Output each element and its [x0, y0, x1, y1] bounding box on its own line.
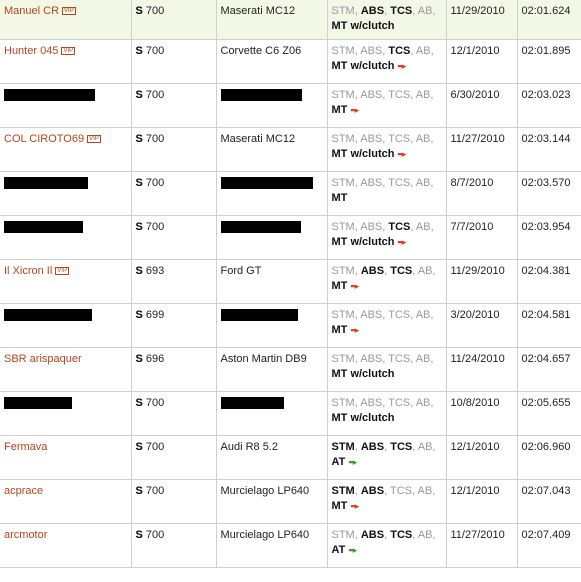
date-cell: 11/24/2010	[446, 347, 517, 391]
aid-ab: AB	[415, 176, 431, 189]
aid-tcs: TCS	[388, 396, 411, 409]
car-cell	[216, 391, 327, 435]
table-row	[0, 127, 581, 171]
performance-cell	[131, 259, 216, 303]
expand-arrow-icon[interactable]: ▪▪▸	[397, 60, 406, 71]
driving-aids-cell: STM, ABS, TCS, AB, MT w/clutch	[327, 347, 446, 391]
driving-aids-cell: STM, ABS, TCS, AB, MT w/clutch ▪▪▸	[327, 215, 446, 259]
driving-aids-cell: STM, ABS, TCS, AB, MT w/clutch ▪▪▸	[327, 127, 446, 171]
performance-cell	[131, 171, 216, 215]
redacted-car-name	[221, 89, 302, 101]
vip-badge: VIP	[57, 267, 67, 274]
redacted-driver-name	[4, 221, 83, 233]
car-name: Aston Martin DB9	[220, 352, 307, 365]
driver-cell	[0, 523, 131, 567]
class-letter: S	[135, 44, 143, 57]
performance-cell	[131, 127, 216, 171]
class-letter: S	[135, 396, 143, 409]
aid-stm: STM	[331, 484, 355, 497]
performance-cell	[131, 39, 216, 83]
redacted-driver-name	[4, 89, 95, 101]
transmission-label: MT w/clutch	[331, 59, 395, 72]
table-row	[0, 479, 581, 523]
aid-abs: ABS	[360, 440, 385, 453]
lap-time-cell: 02:04.581	[517, 303, 581, 347]
aid-ab: AB	[415, 308, 431, 321]
transmission-label: MT	[331, 499, 348, 512]
aid-ab: AB	[417, 264, 433, 277]
table-row	[0, 171, 581, 215]
driving-aids-cell: STM, ABS, TCS, AB, MT w/clutch	[327, 391, 446, 435]
car-cell	[216, 127, 327, 171]
driver-cell	[0, 259, 131, 303]
lap-time-cell: 02:06.960	[517, 435, 581, 479]
aid-abs: ABS	[360, 176, 383, 189]
aid-ab: AB	[417, 440, 433, 453]
driver-cell	[0, 303, 131, 347]
car-cell	[216, 83, 327, 127]
car-cell	[216, 479, 327, 523]
car-cell	[216, 523, 327, 567]
expand-arrow-icon[interactable]: ▪▪▸	[350, 500, 359, 511]
performance-cell	[131, 523, 216, 567]
pp-value: 700	[145, 528, 165, 541]
transmission-label: AT	[331, 543, 346, 556]
transmission-label: MT w/clutch	[331, 235, 395, 248]
class-letter: S	[135, 308, 143, 321]
aid-abs: ABS	[360, 88, 383, 101]
car-cell	[216, 39, 327, 83]
aid-stm: STM	[331, 440, 355, 453]
aid-stm: STM	[331, 528, 355, 541]
aid-tcs: TCS	[388, 308, 411, 321]
aid-abs: ABS	[360, 352, 383, 365]
lap-time-cell: 02:01.624	[517, 0, 581, 39]
aid-tcs: TCS	[390, 264, 413, 277]
aid-abs: ABS	[360, 132, 383, 145]
date-cell: 8/7/2010	[446, 171, 517, 215]
lap-time-cell: 02:07.409	[517, 523, 581, 567]
driver-name-link[interactable]: Manuel CR	[4, 5, 60, 17]
driver-name-link[interactable]: acprace	[4, 484, 44, 497]
aid-ab: AB	[417, 484, 433, 497]
aid-tcs: TCS	[388, 88, 411, 101]
redacted-car-name	[221, 397, 284, 409]
class-letter: S	[135, 220, 143, 233]
class-letter: S	[135, 484, 143, 497]
date-cell: 7/7/2010	[446, 215, 517, 259]
driver-name-link[interactable]: Il Xicron Il	[4, 264, 53, 277]
lap-time-cell: 02:03.954	[517, 215, 581, 259]
transmission-label: MT w/clutch	[331, 20, 395, 32]
aid-stm: STM	[331, 132, 355, 145]
aid-stm: STM	[331, 220, 355, 233]
class-letter: S	[135, 176, 143, 189]
pp-value: 699	[145, 308, 165, 321]
class-letter: S	[135, 88, 143, 101]
aid-ab: AB	[415, 132, 431, 145]
pp-value: 696	[145, 352, 165, 365]
lap-time-cell: 02:03.023	[517, 83, 581, 127]
aid-tcs: TCS	[388, 220, 411, 233]
performance-cell	[131, 0, 216, 39]
redacted-car-name	[221, 309, 298, 321]
car-cell	[216, 303, 327, 347]
car-name: Audi R8 5.2	[220, 440, 278, 453]
aid-stm: STM	[331, 5, 355, 17]
table-row	[0, 0, 581, 39]
aid-abs: ABS	[360, 396, 383, 409]
aid-abs: ABS	[360, 264, 385, 277]
driving-aids-cell: STM, ABS, TCS, AB, MT ▪▪▸	[327, 303, 446, 347]
lap-time-cell: 02:07.043	[517, 479, 581, 523]
car-cell	[216, 435, 327, 479]
pp-value: 700	[145, 396, 165, 409]
car-name: Corvette C6 Z06	[220, 44, 302, 57]
class-letter: S	[135, 132, 143, 145]
vip-badge: VIP	[64, 8, 74, 14]
aid-ab: AB	[415, 88, 431, 101]
pp-value: 700	[145, 484, 165, 497]
driving-aids-cell: STM, ABS, TCS, AB, AT ▪▪▸	[327, 435, 446, 479]
table-row	[0, 347, 581, 391]
aid-tcs: TCS	[390, 528, 413, 541]
driving-aids-cell: STM, ABS, TCS, AB, MT ▪▪▸	[327, 259, 446, 303]
aid-ab: AB	[415, 44, 431, 57]
driving-aids-cell: STM, ABS, TCS, AB, AT ▪▪▸	[327, 523, 446, 567]
aid-abs: ABS	[360, 44, 383, 57]
pp-value: 700	[145, 5, 165, 17]
redacted-driver-name	[4, 177, 88, 189]
date-cell: 10/8/2010	[446, 391, 517, 435]
lap-time-cell: 02:03.570	[517, 171, 581, 215]
transmission-label: MT w/clutch	[331, 367, 395, 380]
car-cell	[216, 347, 327, 391]
driving-aids-cell: STM, ABS, TCS, AB, MT w/clutch ▪▪▸	[327, 39, 446, 83]
driver-cell	[0, 435, 131, 479]
driver-name-link[interactable]: SBR arispaquer	[4, 352, 82, 365]
car-name: Murcielago LP640	[220, 484, 310, 497]
driver-name-link[interactable]: arcmotor	[4, 528, 48, 541]
table-row	[0, 435, 581, 479]
expand-arrow-icon[interactable]: ▪▪▸	[350, 280, 359, 291]
aid-stm: STM	[331, 264, 355, 277]
aid-stm: STM	[331, 44, 355, 57]
driver-name-link[interactable]: Fermava	[4, 440, 48, 453]
car-cell	[216, 215, 327, 259]
aid-tcs: TCS	[390, 5, 413, 17]
date-cell: 11/27/2010	[446, 127, 517, 171]
transmission-label: MT w/clutch	[331, 411, 395, 424]
date-cell: 12/1/2010	[446, 39, 517, 83]
redacted-driver-name	[4, 309, 92, 321]
date-cell: 12/1/2010	[446, 435, 517, 479]
date-cell: 3/20/2010	[446, 303, 517, 347]
transmission-label: MT	[331, 103, 348, 116]
table-row	[0, 523, 581, 567]
aid-stm: STM	[331, 352, 355, 365]
lap-time-cell: 02:04.657	[517, 347, 581, 391]
class-letter: S	[135, 352, 143, 365]
aid-ab: AB	[415, 352, 431, 365]
aid-tcs: TCS	[390, 484, 413, 497]
expand-arrow-icon[interactable]: ▪▪▸	[350, 104, 359, 115]
aid-abs: ABS	[360, 308, 383, 321]
date-cell: 11/29/2010	[446, 0, 517, 39]
transmission-label: MT	[331, 191, 348, 204]
driver-cell	[0, 347, 131, 391]
driver-name-link[interactable]: COL CIROTO69	[4, 132, 85, 145]
lap-time-cell: 02:01.895	[517, 39, 581, 83]
driver-name-link[interactable]: Hunter 045	[4, 44, 59, 57]
driver-cell	[0, 171, 131, 215]
redacted-driver-name	[4, 397, 72, 409]
table-row	[0, 303, 581, 347]
expand-arrow-icon[interactable]: ▪▪▸	[350, 324, 359, 335]
date-cell: 12/1/2010	[446, 479, 517, 523]
car-name: Maserati MC12	[220, 5, 296, 17]
lap-time-cell: 02:05.655	[517, 391, 581, 435]
expand-arrow-icon[interactable]: ▪▪▸	[348, 456, 357, 467]
driving-aids-cell: STM, ABS, TCS, AB, MT w/clutch	[327, 0, 446, 39]
performance-cell	[131, 347, 216, 391]
car-cell	[216, 0, 327, 39]
aid-tcs: TCS	[388, 44, 411, 57]
date-cell: 6/30/2010	[446, 83, 517, 127]
class-letter: S	[135, 440, 143, 453]
vip-badge: VIP	[63, 47, 74, 54]
table-row	[0, 39, 581, 83]
driver-cell	[0, 39, 131, 83]
lap-time-cell: 02:03.144	[517, 127, 581, 171]
aid-abs: ABS	[360, 528, 385, 541]
car-name: Maserati MC12	[220, 132, 296, 145]
vip-badge: VIP	[89, 135, 99, 142]
table-row	[0, 259, 581, 303]
transmission-label: MT	[331, 279, 348, 292]
pp-value: 700	[145, 88, 165, 101]
table-row	[0, 391, 581, 435]
date-cell: 11/27/2010	[446, 523, 517, 567]
performance-cell	[131, 391, 216, 435]
driving-aids-cell: STM, ABS, TCS, AB, MT	[327, 171, 446, 215]
aid-tcs: TCS	[390, 440, 413, 453]
performance-cell	[131, 479, 216, 523]
aid-ab: AB	[415, 220, 431, 233]
car-cell	[216, 171, 327, 215]
table-row	[0, 83, 581, 127]
aid-stm: STM	[331, 176, 355, 189]
car-name: Ford GT	[220, 264, 262, 277]
aid-stm: STM	[331, 88, 355, 101]
expand-arrow-icon[interactable]: ▪▪▸	[397, 148, 406, 159]
pp-value: 700	[145, 220, 165, 233]
class-letter: S	[135, 5, 143, 17]
class-letter: S	[135, 528, 143, 541]
pp-value: 700	[145, 176, 165, 189]
performance-cell	[131, 215, 216, 259]
lap-time-cell: 02:04.381	[517, 259, 581, 303]
expand-arrow-icon[interactable]: ▪▪▸	[397, 236, 406, 247]
redacted-car-name	[221, 177, 313, 189]
pp-value: 700	[145, 440, 165, 453]
driver-cell	[0, 391, 131, 435]
transmission-label: MT	[331, 323, 348, 336]
pp-value: 693	[145, 264, 165, 277]
date-cell: 11/29/2010	[446, 259, 517, 303]
car-name: Murcielago LP640	[220, 528, 310, 541]
class-letter: S	[135, 264, 143, 277]
performance-cell	[131, 83, 216, 127]
driving-aids-cell: STM, ABS, TCS, AB, MT ▪▪▸	[327, 479, 446, 523]
aid-abs: ABS	[360, 484, 385, 497]
aid-ab: AB	[417, 528, 433, 541]
aid-tcs: TCS	[388, 132, 411, 145]
driver-cell	[0, 127, 131, 171]
performance-cell	[131, 435, 216, 479]
redacted-car-name	[221, 221, 301, 233]
aid-stm: STM	[331, 396, 355, 409]
driver-cell	[0, 479, 131, 523]
aid-ab: AB	[415, 396, 431, 409]
aid-tcs: TCS	[388, 352, 411, 365]
table-row	[0, 215, 581, 259]
driver-cell	[0, 215, 131, 259]
pp-value: 700	[145, 44, 165, 57]
driver-cell	[0, 0, 131, 39]
aid-abs: ABS	[360, 5, 385, 17]
transmission-label: MT w/clutch	[331, 147, 395, 160]
expand-arrow-icon[interactable]: ▪▪▸	[348, 544, 357, 555]
car-cell	[216, 259, 327, 303]
aid-tcs: TCS	[388, 176, 411, 189]
pp-value: 700	[145, 132, 165, 145]
driving-aids-cell: STM, ABS, TCS, AB, MT ▪▪▸	[327, 83, 446, 127]
aid-stm: STM	[331, 308, 355, 321]
aid-ab: AB	[417, 5, 433, 17]
performance-cell	[131, 303, 216, 347]
driver-cell	[0, 83, 131, 127]
aid-abs: ABS	[360, 220, 383, 233]
transmission-label: AT	[331, 455, 346, 468]
